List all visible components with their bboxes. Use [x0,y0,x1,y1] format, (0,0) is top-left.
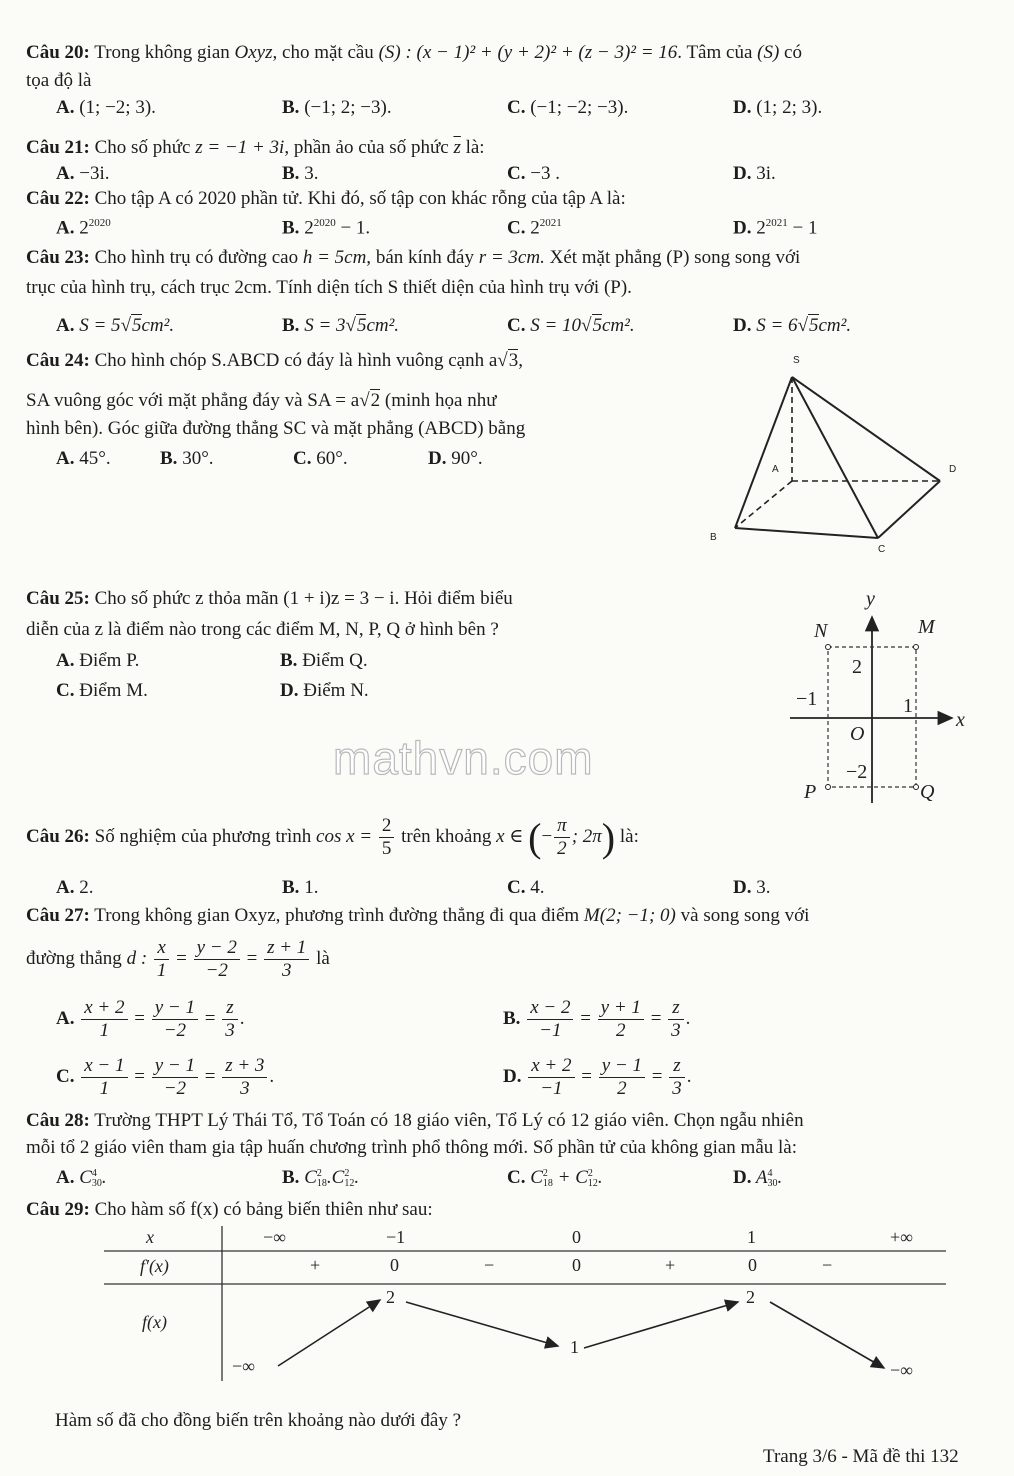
edge-cd [878,481,940,538]
q20-label: Câu 20: [26,42,90,63]
label-b: B [710,532,717,543]
tick-2: 2 [852,656,862,678]
q29-question: Hàm số đã cho đồng biến trên khoảng nào dưới đây ? [55,1410,462,1431]
label-m: M [918,616,935,638]
x-value: 1 [747,1227,756,1247]
q26-option-a: A. 2. [56,877,94,898]
label-n: N [814,620,828,642]
f-min: 1 [570,1337,579,1357]
variation-table [100,1226,950,1386]
label-o: O [850,723,865,745]
q26-option-d: D. 3. [733,877,771,898]
q24-option-d: D. 90°. [428,448,483,469]
q22-option-d: D. $2^{2021} - 1$ [733,217,818,239]
q22-option-b: B. $2^{2020} - 1$. [282,217,371,239]
label-s: S [793,355,800,366]
point-p [826,785,831,790]
q22-option-a: A. $2^{2020}$ [56,217,111,239]
x-value: −∞ [263,1227,286,1247]
arrow-down-1 [406,1302,558,1346]
edge-sb [735,377,792,528]
q26-stem: Câu 26: Số nghiệm của phương trình cos x = $\frac{2}{5}$ trên khoảng x ∈ (− $\frac{\pi}{2}$ ; 2π) là: [26,814,639,860]
watermark: mathvn.com [333,732,594,784]
arrow-up-2 [584,1302,738,1348]
q25-label: Câu 25: [26,588,90,609]
f-minus-inf-left: −∞ [232,1356,255,1376]
q25-line2: diễn của z là điểm nào trong các điểm M, N, P, Q ở hình bên ? [26,619,499,640]
x-value: +∞ [890,1227,913,1247]
q23-option-c: C. S = 10√5cm². [507,315,635,336]
arrow-up-1 [278,1300,380,1366]
arrow-down-2 [770,1302,884,1368]
label-c: C [878,544,886,555]
point-q [914,785,919,790]
q27-option-d: D. $\frac{x + 2}{-1}$ = $\frac{y - 1}{2}$ = $\frac{z}{3}$ . [503,1055,692,1099]
q28-line2: mỗi tổ 2 giáo viên tham gia tập huấn chương trình phổ thông mới. Số phần tử của không gian mẫu là: [26,1137,798,1158]
q22-stem: Câu 22: Cho tập A có 2020 phần tử. Khi đó, số tập con khác rỗng của tập A là: [26,188,626,209]
q25-option-b: B. Điểm Q. [280,650,368,671]
x-value: 0 [572,1227,581,1247]
q20-line2: tọa độ là [26,70,92,91]
edge-sc [792,377,878,538]
q23-option-a: A. S = 5√5cm². [56,315,175,336]
q23-label: Câu 23: [26,247,90,268]
q21-option-a: A. −3i. [56,163,110,184]
q23-option-b: B. S = 3√5cm². [282,315,400,336]
fprime-zero: 0 [748,1255,757,1275]
fprime-zero: 0 [572,1255,581,1275]
q27-option-a: A. $\frac{x + 2}{1}$ = $\frac{y - 1}{-2}$ = $\frac{z}{3}$ . [56,997,245,1041]
label-y: y [866,588,875,610]
q27-line1: Câu 27: Trong không gian Oxyz, phương trình đường thẳng đi qua điểm M(2; −1; 0) và song song với [26,905,810,926]
pyramid-figure [700,345,980,560]
q27-option-c: C. $\frac{x - 1}{1}$ = $\frac{y - 1}{-2}$ = $\frac{z + 3}{3}$ . [56,1055,275,1099]
q24-line2: SA vuông góc với mặt phẳng đáy và SA = a√2 (minh họa như [26,390,497,411]
fprime-sign: + [310,1255,321,1275]
fprime-sign: − [484,1255,495,1275]
q27-line2: đường thẳng d : $\frac{x}{1}$ = $\frac{y - 2}{-2}$ = $\frac{z + 1}{3}$ là [26,937,330,981]
q25-option-c: C. Điểm M. [56,680,148,701]
label-q: Q [920,781,935,803]
q26-option-b: B. 1. [282,877,319,898]
q24-option-b: B. 30°. [160,448,214,469]
q28-option-d: D. A 4 30 . [733,1167,783,1189]
point-m [914,645,919,650]
q24-option-c: C. 60°. [293,448,348,469]
label-d: D [949,464,957,475]
q28-option-c: C. C 2 18 + C 2 12 . [507,1167,603,1189]
q26-label: Câu 26: [26,826,90,848]
q25-option-d: D. Điểm N. [280,680,369,701]
q20-option-c: C. (−1; −2; −3). [507,97,629,118]
q21-stem: Câu 21: Cho số phức z = −1 + 3i, phần ảo của số phức $\overline{z}$ là: [26,137,485,158]
row-label-f: f(x) [142,1312,167,1332]
complex-plane-figure [790,585,985,810]
fprime-zero: 0 [390,1255,399,1275]
q20-option-d: D. (1; 2; 3). [733,97,823,118]
q21-option-c: C. −3 . [507,163,560,184]
q27-option-b: B. $\frac{x - 2}{-1}$ = $\frac{y + 1}{2}$ = $\frac{z}{3}$ . [503,997,691,1041]
edge-sd [792,377,940,481]
point-n [826,645,831,650]
q28-label: Câu 28: [26,1110,90,1131]
label-a: A [772,464,779,475]
q26-option-c: C. 4. [507,877,545,898]
q25-line1: Câu 25: Cho số phức z thỏa mãn (1 + i)z = 3 − i. Hỏi điểm biểu [26,588,513,609]
q28-line1: Câu 28: Trường THPT Lý Thái Tổ, Tổ Toán có 18 giáo viên, Tổ Lý có 12 giáo viên. Chọn ngẫu nhiên [26,1110,804,1131]
q22-label: Câu 22: [26,188,90,209]
label-x: x [956,709,965,731]
q23-line1: Câu 23: Cho hình trụ có đường cao h = 5cm, bán kính đáy r = 3cm. Xét mặt phẳng (P) song song với [26,247,801,268]
fprime-sign: − [822,1255,833,1275]
f-minus-inf-right: −∞ [890,1360,913,1380]
q23-line2: trục của hình trụ, cách trục 2cm. Tính diện tích S thiết diện của hình trụ với (P). [26,277,632,298]
q29-label: Câu 29: [26,1199,90,1220]
q24-line3: hình bên). Góc giữa đường thẳng SC và mặt phẳng (ABCD) bằng [26,418,526,439]
q24-option-a: A. 45°. [56,448,111,469]
tick-neg2: −2 [846,761,868,783]
q21-zbar: $\overline{z}$ [453,137,461,158]
row-label-x: x [146,1227,154,1247]
label-p: P [804,781,817,803]
row-label-fprime: f′(x) [140,1256,169,1276]
page-footer: Trang 3/6 - Mã đề thi 132 [763,1446,959,1467]
q29-stem: Câu 29: Cho hàm số f(x) có bảng biến thiên như sau: [26,1199,433,1220]
f-max-1: 2 [386,1287,395,1307]
q20-line1: Câu 20: Trong không gian Oxyz, cho mặt cầu (S) : (x − 1)² + (y + 2)² + (z − 3)² = 16. Tâm của (S) có [26,42,802,63]
q23-option-d: D. S = 6√5cm². [733,315,852,336]
q27-label: Câu 27: [26,905,90,926]
q22-option-c: C. $2^{2021}$ [507,217,562,239]
q28-option-b: B. C 2 18 .C 2 12 . [282,1167,360,1189]
q21-option-d: D. 3i. [733,163,776,184]
q28-option-a: A. C 4 30 . [56,1167,107,1189]
q21-option-b: B. 3. [282,163,319,184]
q21-label: Câu 21: [26,137,90,158]
tick-1: 1 [903,695,913,717]
q20-equation: (S) : (x − 1)² + (y + 2)² + (z − 3)² = 16 [378,42,678,63]
q20-option-a: A. (1; −2; 3). [56,97,156,118]
x-value: −1 [386,1227,406,1247]
tick-neg1: −1 [796,688,818,710]
f-max-2: 2 [746,1287,755,1307]
fprime-sign: + [665,1255,676,1275]
q25-option-a: A. Điểm P. [56,650,140,671]
q24-line1: Câu 24: Cho hình chóp S.ABCD có đáy là hình vuông cạnh a√3, [26,350,523,371]
q20-option-b: B. (−1; 2; −3). [282,97,392,118]
edge-bc [735,528,878,538]
q24-label: Câu 24: [26,350,90,371]
